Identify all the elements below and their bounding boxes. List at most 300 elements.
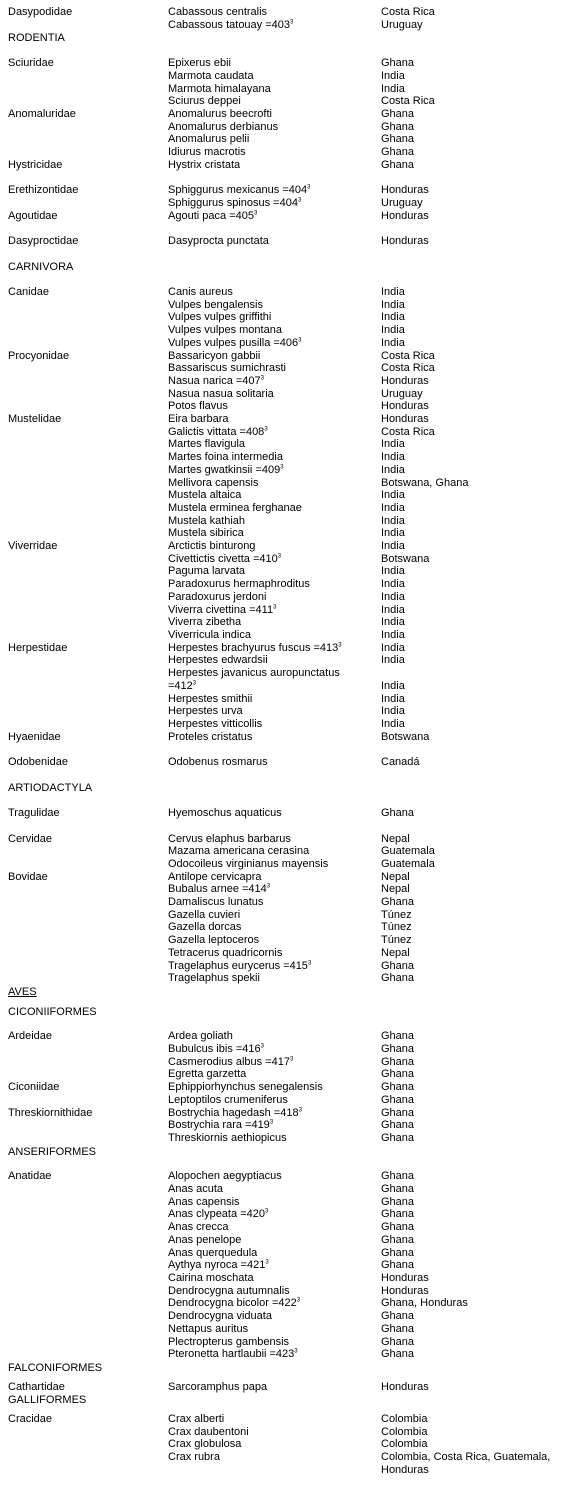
country-cell: Ghana: [381, 1221, 415, 1234]
family-cell: [8, 1323, 168, 1336]
species-name: Paradoxurus jerdoni: [168, 590, 267, 603]
family-cell: [8, 527, 168, 540]
country-cell: Canadá: [381, 756, 420, 769]
table-row: [8, 1119, 578, 1132]
table-row: [8, 1030, 578, 1043]
country-cell: Ghana: [381, 1183, 415, 1196]
species-cell: [168, 324, 381, 337]
family-cell: Hyaenidae: [8, 730, 61, 743]
species-name: Crax rubra: [168, 1451, 220, 1464]
family-cell: [8, 146, 168, 159]
species-cell: [168, 1438, 381, 1451]
family-cell: [8, 934, 168, 947]
species-cell: [168, 654, 381, 667]
species-cell: [168, 934, 381, 947]
species-name: Sphiggurus spinosus =404: [168, 196, 298, 209]
species-cell: [168, 1272, 381, 1285]
species-name: Dendrocygna viduata: [168, 1310, 272, 1323]
species-name: Odobenus rosmarus: [168, 756, 268, 769]
species-cell: [168, 1413, 381, 1426]
table-row: [8, 833, 578, 846]
table-row: [8, 515, 578, 528]
species-name: Martes flavigula: [168, 438, 246, 451]
table-row: [8, 845, 578, 858]
country-cell: Ghana: [381, 1233, 415, 1246]
species-name: Anas acuta: [168, 1183, 224, 1196]
order-heading: GALLIFORMES: [8, 1394, 87, 1407]
family-cell: [8, 1438, 168, 1451]
species-cell: [168, 438, 381, 451]
order-heading: RODENTIA: [8, 32, 65, 45]
country-cell: India: [381, 69, 405, 82]
species-name: Arctictis binturong: [168, 540, 256, 553]
table-row: [8, 1183, 578, 1196]
family-cell: [8, 960, 168, 973]
family-cell: Ciconiidae: [8, 1081, 60, 1094]
spacer: [8, 248, 578, 261]
table-row: [8, 1381, 578, 1394]
species-cell: [168, 108, 381, 121]
species-name: Bubulcus ibis =416: [168, 1043, 261, 1056]
country-cell: India: [381, 590, 405, 603]
species-name: Mustela sibirica: [168, 527, 244, 540]
country-cell: Honduras: [381, 374, 429, 387]
species-cell: [168, 400, 381, 413]
species-cell: [168, 95, 381, 108]
family-cell: [8, 70, 168, 83]
family-cell: [8, 845, 168, 858]
country-cell: India: [381, 527, 405, 540]
species-name: Crax daubentoni: [168, 1425, 249, 1438]
family-cell: Bovidae: [8, 870, 48, 883]
order-heading: CICONIIFORMES: [8, 1005, 97, 1018]
family-cell: [8, 451, 168, 464]
species-name: Anas penelope: [168, 1233, 242, 1246]
species-name: Nettapus auritus: [168, 1322, 249, 1335]
country-cell: Costa Rica: [381, 362, 435, 375]
family-cell: [8, 1234, 168, 1247]
footnote-marker: 3: [192, 680, 197, 687]
family-cell: [8, 654, 168, 667]
country-cell: Ghana: [381, 1030, 415, 1043]
species-name: Vulpes vulpes montana: [168, 324, 282, 337]
species-cell: [168, 477, 381, 490]
species-cell: [168, 616, 381, 629]
table-row: [8, 108, 578, 121]
footnote-marker: 3: [260, 375, 264, 382]
table-row: [8, 311, 578, 324]
country-cell: India: [381, 692, 405, 705]
species-cell: [168, 680, 381, 693]
table-row: [8, 629, 578, 642]
species-name: Herpestes javanicus auropunctatus: [168, 667, 340, 680]
family-cell: [8, 1348, 168, 1361]
class-heading: AVES: [8, 985, 37, 998]
species-name: Bassariscus sumichrasti: [168, 362, 286, 375]
country-cell: India: [381, 514, 405, 527]
table-row: [8, 1336, 578, 1349]
country-cell: India: [381, 654, 405, 667]
species-cell: [168, 921, 381, 934]
order-heading: CARNIVORA: [8, 261, 74, 274]
country-cell: Nepal: [381, 870, 410, 883]
table-row: [8, 146, 578, 159]
species-cell: [168, 693, 381, 706]
species-cell: [168, 1285, 381, 1298]
country-cell: Nepal: [381, 946, 410, 959]
family-cell: [8, 565, 168, 578]
country-cell: Túnez: [381, 921, 412, 934]
country-cell: Ghana: [381, 158, 415, 171]
table-row: [8, 159, 578, 172]
species-name: Sarcoramphus papa: [168, 1380, 268, 1393]
table-row: [8, 197, 578, 210]
table-row: [8, 299, 578, 312]
table-row: [8, 350, 578, 363]
family-cell: [8, 1451, 168, 1476]
table-row: [8, 1056, 578, 1069]
country-cell: India: [381, 311, 405, 324]
species-cell: [168, 1259, 381, 1272]
country-cell: Honduras: [381, 184, 429, 197]
species-name: Nasua nasua solitaria: [168, 387, 274, 400]
species-cell: [168, 235, 381, 248]
species-cell: [168, 947, 381, 960]
country-cell: Ghana: [381, 120, 415, 133]
species-cell: [168, 502, 381, 515]
species-cell: [168, 909, 381, 922]
family-cell: Viverridae: [8, 540, 58, 553]
species-name: Casmerodius albus =417: [168, 1055, 290, 1068]
footnote-marker: 3: [338, 642, 342, 649]
country-cell: Costa Rica: [381, 6, 435, 18]
family-cell: [8, 947, 168, 960]
family-cell: Procyonidae: [8, 349, 70, 362]
table-row: [8, 57, 578, 70]
table-row: [8, 604, 578, 617]
family-cell: [8, 718, 168, 731]
table-row: [8, 1348, 578, 1361]
species-name: Agouti paca =405: [168, 209, 254, 222]
table-row: [8, 121, 578, 134]
country-cell: Ghana: [381, 1259, 415, 1272]
family-cell: Hystricidae: [8, 158, 63, 171]
table-row: [8, 1068, 578, 1081]
country-cell: Ghana: [381, 107, 415, 120]
family-cell: Herpestidae: [8, 641, 68, 654]
species-name: Herpestes smithii: [168, 692, 253, 705]
species-cell: [168, 83, 381, 96]
country-cell: India: [381, 540, 405, 553]
species-name: Mazama americana cerasina: [168, 845, 310, 858]
family-cell: [8, 616, 168, 629]
family-cell: [8, 1068, 168, 1081]
species-name: Mustela erminea ferghanae: [168, 501, 302, 514]
species-name: Antilope cervicapra: [168, 870, 262, 883]
family-cell: [8, 1247, 168, 1260]
table-row: [8, 1234, 578, 1247]
species-list: [8, 6, 578, 1477]
species-name: Dasyprocta punctata: [168, 234, 269, 247]
table-row: [8, 960, 578, 973]
table-row: [8, 807, 578, 820]
table-row: [8, 375, 578, 388]
species-cell: [168, 426, 381, 439]
family-cell: [8, 705, 168, 718]
family-cell: [8, 629, 168, 642]
table-row: [8, 1247, 578, 1260]
family-cell: [8, 921, 168, 934]
footnote-marker: 3: [269, 1119, 274, 1126]
country-cell: Guatemala: [381, 845, 435, 858]
species-cell: [168, 210, 381, 223]
species-name: Paguma larvata: [168, 565, 246, 578]
table-row: [8, 83, 578, 96]
species-cell: [168, 1170, 381, 1183]
table-row: [8, 19, 578, 32]
table-row: [8, 477, 578, 490]
species-cell: [168, 184, 381, 197]
table-row: [8, 210, 578, 223]
spacer: [8, 171, 578, 184]
table-row: [8, 871, 578, 884]
country-cell: Ghana: [381, 959, 415, 972]
table-row: [8, 731, 578, 744]
species-cell: [168, 629, 381, 642]
species-cell: [168, 388, 381, 401]
family-cell: [8, 400, 168, 413]
species-name: Anomalurus pelii: [168, 133, 250, 146]
table-row: [8, 858, 578, 871]
species-cell: [168, 1183, 381, 1196]
country-cell: Túnez: [381, 908, 412, 921]
species-name: Cabassous centralis: [168, 6, 268, 18]
country-cell: India: [381, 603, 405, 616]
species-cell: [168, 858, 381, 871]
family-cell: Erethizontidae: [8, 184, 79, 197]
species-name: Herpestes edwardsii: [168, 654, 268, 667]
family-cell: Cathartidae: [8, 1380, 65, 1393]
country-cell: India: [381, 616, 405, 629]
family-cell: Anomaluridae: [8, 107, 76, 120]
species-name: Crax alberti: [168, 1413, 225, 1426]
species-cell: [168, 489, 381, 502]
country-cell: [381, 667, 578, 680]
country-cell: Ghana, Honduras: [381, 1297, 468, 1310]
species-name: Nasua narica =407: [168, 374, 261, 387]
country-cell: Ghana: [381, 1043, 415, 1056]
country-cell: Botswana: [381, 552, 430, 565]
country-cell: Costa Rica: [381, 95, 435, 108]
family-cell: [8, 324, 168, 337]
species-name: Epixerus ebii: [168, 57, 231, 70]
species-cell: [168, 1068, 381, 1081]
country-cell: Ghana: [381, 1310, 415, 1323]
species-name: Herpestes vitticollis: [168, 717, 263, 730]
table-row: [8, 527, 578, 540]
species-cell: [168, 159, 381, 172]
country-cell: India: [381, 565, 405, 578]
family-cell: Tragulidae: [8, 807, 60, 820]
species-name: Martes foina intermedia: [168, 451, 283, 464]
species-name: Ardea goliath: [168, 1030, 233, 1043]
table-row: [8, 6, 578, 19]
species-name: Herpestes brachyurus fuscus =413: [168, 641, 339, 654]
country-cell: Ghana: [381, 1106, 415, 1119]
country-cell: Ghana: [381, 1068, 415, 1081]
country-cell: India: [381, 717, 405, 730]
species-cell: [168, 1056, 381, 1069]
species-name: Anas capensis: [168, 1195, 240, 1208]
species-cell: [168, 146, 381, 159]
spacer: [8, 222, 578, 235]
family-cell: Threskiornithidae: [8, 1106, 93, 1119]
family-cell: Odobenidae: [8, 756, 68, 769]
family-cell: Ardeidae: [8, 1030, 53, 1043]
family-cell: [8, 1196, 168, 1209]
family-cell: [8, 83, 168, 96]
species-cell: [168, 299, 381, 312]
table-row: [8, 1413, 578, 1426]
table-row: [8, 235, 578, 248]
species-cell: [168, 311, 381, 324]
species-name: Dendrocygna autumnalis: [168, 1284, 290, 1297]
species-cell: [168, 375, 381, 388]
species-cell: [168, 756, 381, 769]
species-cell: [168, 1221, 381, 1234]
table-row: [8, 1208, 578, 1221]
family-cell: [8, 95, 168, 108]
species-cell: [168, 19, 381, 32]
country-cell: Botswana: [381, 730, 430, 743]
species-name: Marmota himalayana: [168, 82, 271, 95]
species-cell: [168, 591, 381, 604]
species-cell: [168, 451, 381, 464]
footnote-marker: 3: [264, 1208, 269, 1215]
table-row: [8, 95, 578, 108]
species-name: Tetracerus quadricornis: [168, 946, 283, 959]
country-cell: Ghana: [381, 1335, 415, 1348]
country-cell: Ghana: [381, 1170, 415, 1183]
table-row: [8, 921, 578, 934]
country-cell: Ghana: [381, 1119, 415, 1132]
species-cell: [168, 1094, 381, 1107]
table-row: [8, 1426, 578, 1439]
species-name: Cabassous tatouay =403: [168, 18, 291, 31]
species-cell: [168, 350, 381, 363]
table-row: [8, 896, 578, 909]
country-cell: India: [381, 641, 405, 654]
species-name: Mellivora capensis: [168, 476, 259, 489]
family-cell: [8, 909, 168, 922]
footnote-marker: 3: [307, 184, 311, 191]
family-cell: [8, 438, 168, 451]
species-cell: [168, 1310, 381, 1323]
country-cell: India: [381, 82, 405, 95]
species-cell: [168, 553, 381, 566]
table-row: [8, 133, 578, 146]
family-cell: [8, 680, 168, 693]
footnote-marker: 3: [290, 19, 294, 26]
footnote-marker: 3: [273, 603, 277, 610]
family-cell: Agoutidae: [8, 209, 58, 222]
country-cell: Ghana: [381, 1131, 415, 1144]
species-name: Martes gwatkinsii =409: [168, 463, 281, 476]
family-cell: [8, 1297, 168, 1310]
table-row: [8, 1297, 578, 1310]
country-cell: Ghana: [381, 133, 415, 146]
country-cell: Honduras: [381, 234, 429, 247]
species-cell: [168, 871, 381, 884]
species-name: Eira barbara: [168, 413, 229, 426]
species-name: Bostrychia hagedash =418: [168, 1106, 299, 1119]
species-name: Ephippiorhynchus senegalensis: [168, 1081, 323, 1094]
table-row: [8, 362, 578, 375]
country-cell: Ghana: [381, 146, 415, 159]
order-heading: ANSERIFORMES: [8, 1145, 97, 1158]
country-cell: India: [381, 705, 405, 718]
table-row: [8, 565, 578, 578]
footnote-marker: 3: [297, 197, 302, 204]
country-cell: Honduras: [381, 1284, 429, 1297]
family-cell: [8, 375, 168, 388]
country-cell: Ghana: [381, 1055, 415, 1068]
species-name: Potos flavus: [168, 400, 228, 413]
species-cell: [168, 972, 381, 985]
species-cell: [168, 667, 381, 680]
family-cell: Dasypodidae: [8, 6, 73, 18]
species-cell: [168, 578, 381, 591]
species-cell: [168, 883, 381, 896]
species-cell: [168, 1381, 381, 1394]
footnote-marker: 3: [298, 1106, 302, 1113]
species-cell: [168, 1348, 381, 1361]
footnote-marker: 3: [264, 426, 268, 433]
table-row: [8, 426, 578, 439]
species-name: Aythya nyroca =421: [168, 1259, 266, 1272]
country-cell: India: [381, 451, 405, 464]
species-name: Paradoxurus hermaphroditus: [168, 578, 310, 591]
species-cell: [168, 1081, 381, 1094]
country-cell: Botswana, Ghana: [381, 476, 469, 489]
species-cell: [168, 1297, 381, 1310]
country-cell: Honduras: [381, 1380, 429, 1393]
table-row: [8, 324, 578, 337]
family-cell: Mustelidae: [8, 413, 62, 426]
species-name: Marmota caudata: [168, 69, 254, 82]
table-row: [8, 578, 578, 591]
table-row: [8, 1170, 578, 1183]
table-row: [8, 184, 578, 197]
table-row: [8, 1094, 578, 1107]
family-cell: [8, 591, 168, 604]
family-cell: [8, 1043, 168, 1056]
table-row: [8, 1043, 578, 1056]
species-cell: [168, 807, 381, 820]
table-row: [8, 286, 578, 299]
family-cell: [8, 133, 168, 146]
table-row: [8, 1438, 578, 1451]
country-cell: India: [381, 463, 405, 476]
family-cell: [8, 1056, 168, 1069]
table-row: [8, 1221, 578, 1234]
species-cell: [168, 642, 381, 655]
country-cell: Ghana: [381, 1081, 415, 1094]
table-row: [8, 400, 578, 413]
species-name: Sphiggurus mexicanus =404: [168, 184, 308, 197]
footnote-marker: 3: [280, 464, 284, 471]
species-cell: [168, 362, 381, 375]
